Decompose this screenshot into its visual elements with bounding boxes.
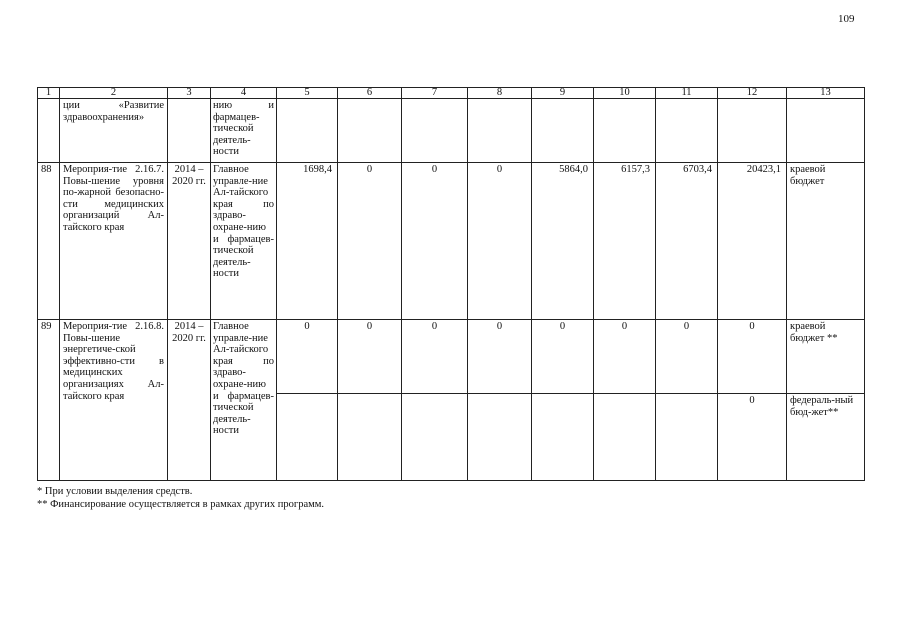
value-cell — [468, 99, 532, 163]
source-cell: федераль-ный бюд-жет** — [787, 394, 865, 481]
value-cell — [338, 394, 402, 481]
value-2020: 6703,4 — [656, 163, 718, 320]
header-cell: 13 — [787, 88, 865, 99]
value-cell — [532, 394, 594, 481]
value-total: 0 — [718, 394, 787, 481]
value-2016: 0 — [402, 163, 468, 320]
source-cell: краевой бюджет ** — [787, 320, 865, 394]
value-cell — [402, 99, 468, 163]
value-2020: 0 — [656, 320, 718, 394]
value-2018: 0 — [532, 320, 594, 394]
executor-cell: нию и фармацев-тической деятель-ности — [211, 99, 277, 163]
value-2016: 0 — [402, 320, 468, 394]
value-2015: 0 — [338, 320, 402, 394]
value-2019: 6157,3 — [594, 163, 656, 320]
executor-cell: Главное управле-ние Ал-тайского края по здраво-охране-нию и фармацев-тической деятель-ности — [211, 163, 277, 320]
value-2014: 0 — [277, 320, 338, 394]
period-cell: 2014 – 2020 гг. — [168, 163, 211, 320]
value-2017: 0 — [468, 320, 532, 394]
header-cell: 3 — [168, 88, 211, 99]
header-cell: 4 — [211, 88, 277, 99]
value-2018: 5864,0 — [532, 163, 594, 320]
value-2015: 0 — [338, 163, 402, 320]
value-cell — [277, 394, 338, 481]
executor-cell: Главное управле-ние Ал-тайского края по здраво-охране-нию и фармацев-тической деятель-ности — [211, 320, 277, 481]
value-2017: 0 — [468, 163, 532, 320]
value-cell — [338, 99, 402, 163]
header-cell: 12 — [718, 88, 787, 99]
header-cell: 8 — [468, 88, 532, 99]
value-cell — [468, 394, 532, 481]
header-cell: 11 — [656, 88, 718, 99]
table-row-continuation — [38, 99, 865, 163]
period-cell — [168, 99, 211, 163]
header-cell: 1 — [38, 88, 60, 99]
header-cell: 7 — [402, 88, 468, 99]
header-cell: 6 — [338, 88, 402, 99]
row-number: 88 — [38, 163, 60, 320]
value-cell — [656, 394, 718, 481]
value-cell — [532, 99, 594, 163]
value-total: 20423,1 — [718, 163, 787, 320]
value-cell — [402, 394, 468, 481]
table-header-row — [38, 88, 865, 99]
value-total: 0 — [718, 320, 787, 394]
header-cell: 2 — [60, 88, 168, 99]
header-cell: 10 — [594, 88, 656, 99]
footnote-2: ** Финансирование осуществляется в рамках других программ. — [37, 499, 325, 510]
value-cell — [594, 394, 656, 481]
source-cell — [787, 99, 865, 163]
measure-name: Мероприя-тие 2.16.8. Повы-шение энергетиче-ской эффективно-сти в медицинских организациях Ал-тайского края — [60, 320, 168, 481]
value-cell — [594, 99, 656, 163]
header-cell: 9 — [532, 88, 594, 99]
measure-name: ции «Развитие здравоохранения» — [60, 99, 168, 163]
table-row-88 — [38, 163, 865, 320]
header-cell: 5 — [277, 88, 338, 99]
value-2014: 1698,4 — [277, 163, 338, 320]
budget-table — [37, 87, 865, 481]
value-cell — [656, 99, 718, 163]
measure-name: Мероприя-тие 2.16.7. Повы-шение уровня по-жарной безопасно-сти медицинских организаций Ал-тайского края — [60, 163, 168, 320]
value-cell — [718, 99, 787, 163]
period-cell: 2014 – 2020 гг. — [168, 320, 211, 481]
value-2019: 0 — [594, 320, 656, 394]
source-cell: краевой бюджет — [787, 163, 865, 320]
table-row-89 — [38, 320, 865, 394]
page-number: 109 — [838, 13, 855, 25]
value-cell — [277, 99, 338, 163]
row-number — [38, 99, 60, 163]
row-number: 89 — [38, 320, 60, 481]
footnote-1: * При условии выделения средств. — [37, 486, 193, 497]
